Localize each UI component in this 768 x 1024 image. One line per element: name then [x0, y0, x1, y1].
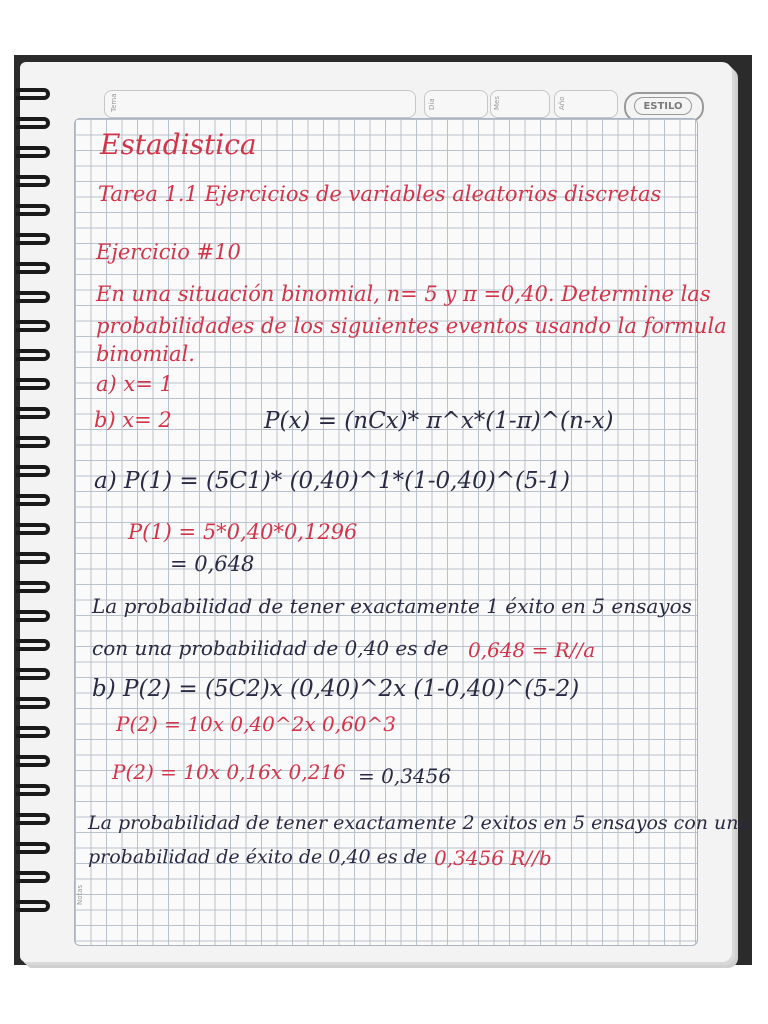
spiral-ring — [16, 813, 50, 825]
part-a-setup: a) P(1) = (5C1)* (0,40)^1*(1-0,40)^(5-1) — [94, 468, 570, 494]
spiral-ring — [16, 465, 50, 477]
spiral-ring — [16, 262, 50, 274]
spiral-ring — [16, 726, 50, 738]
brand-logo-text: ESTILO — [634, 97, 692, 115]
spiral-ring — [16, 204, 50, 216]
part-b-result: = 0,3456 — [358, 764, 452, 788]
statement-line-2: probabilidades de los siguientes eventos usando la formula — [96, 314, 727, 338]
spiral-ring — [16, 88, 50, 100]
spiral-ring — [16, 610, 50, 622]
part-b-conclusion-line-2: probabilidad de éxito de 0,40 es de — [88, 846, 428, 868]
header-topic-label: Tema — [110, 93, 118, 112]
spiral-ring — [16, 552, 50, 564]
part-b-conclusion-line-1: La probabilidad de tener exactamente 2 exitos en 5 ensayos con una — [88, 812, 750, 834]
spiral-ring — [16, 117, 50, 129]
part-a-answer: 0,648 = R//a — [468, 638, 596, 662]
spiral-ring — [16, 523, 50, 535]
spiral-ring — [16, 349, 50, 361]
part-b-calculation: P(2) = 10x 0,16x 0,216 — [112, 760, 346, 784]
header-year-label: Año — [558, 96, 566, 110]
spiral-ring — [16, 842, 50, 854]
part-a-result: = 0,648 — [170, 552, 255, 576]
spiral-ring — [16, 697, 50, 709]
spiral-ring — [16, 581, 50, 593]
header-month-label: Mes — [493, 96, 501, 110]
statement-line-1: En una situación binomial, n= 5 y π =0,40. Determine las — [96, 282, 711, 306]
spiral-ring — [16, 668, 50, 680]
part-a-step: P(1) = 5*0,40*0,1296 — [128, 520, 358, 544]
task-heading: Tarea 1.1 Ejercicios de variables aleatorios discretas — [98, 182, 662, 206]
binomial-formula: P(x) = (nCx)* π^x*(1-π)^(n-x) — [264, 408, 614, 434]
spiral-ring — [16, 436, 50, 448]
part-b-setup: b) P(2) = (5C2)x (0,40)^2x (1-0,40)^(5-2) — [92, 676, 580, 702]
spiral-ring — [16, 320, 50, 332]
spiral-ring — [16, 146, 50, 158]
exercise-heading: Ejercicio #10 — [96, 240, 241, 264]
part-a-conclusion-line-2: con una probabilidad de 0,40 es de — [92, 636, 449, 660]
part-b-step: P(2) = 10x 0,40^2x 0,60^3 — [116, 712, 397, 736]
spiral-ring — [16, 378, 50, 390]
part-b-answer: 0,3456 R//b — [434, 846, 552, 870]
part-a-conclusion-line-1: La probabilidad de tener exactamente 1 éxito en 5 ensayos — [92, 594, 692, 618]
statement-line-3: binomial. — [96, 342, 195, 366]
spiral-ring — [16, 900, 50, 912]
header-topic-box — [104, 90, 416, 118]
spiral-ring — [16, 871, 50, 883]
case-b: b) x= 2 — [94, 408, 172, 432]
spiral-ring — [16, 291, 50, 303]
spiral-ring — [16, 175, 50, 187]
spiral-ring — [16, 755, 50, 767]
spiral-ring — [16, 494, 50, 506]
header-day-label: Día — [428, 98, 436, 110]
page-title: Estadistica — [100, 128, 257, 161]
spiral-ring — [16, 407, 50, 419]
notes-label: Notas — [76, 884, 84, 905]
spiral-ring — [16, 639, 50, 651]
case-a: a) x= 1 — [96, 372, 173, 396]
spiral-ring — [16, 233, 50, 245]
spiral-ring — [16, 784, 50, 796]
